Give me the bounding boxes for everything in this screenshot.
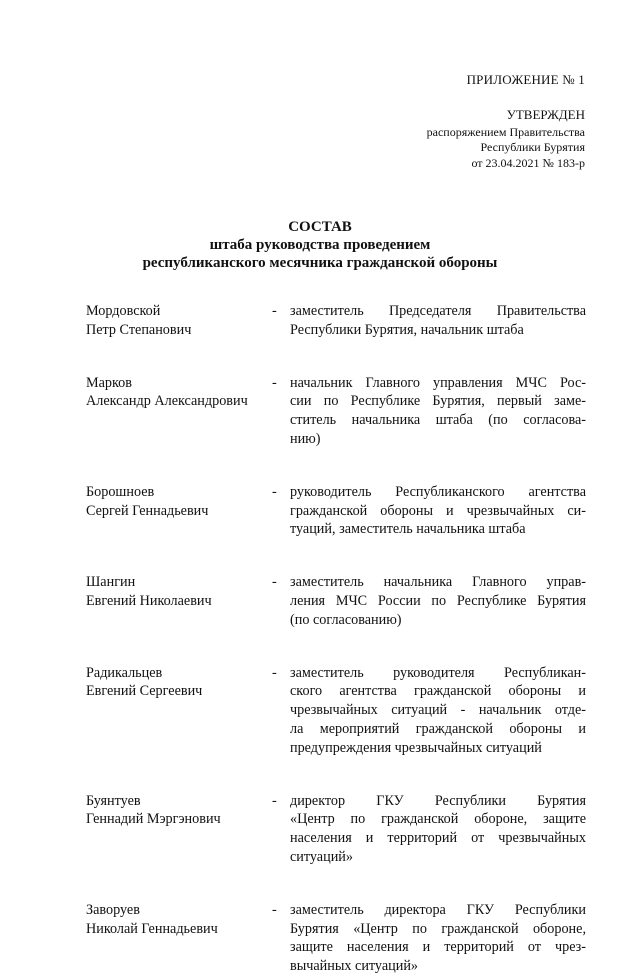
member-role-line: ла мероприятий гражданской обороны и	[290, 720, 586, 737]
member-row	[86, 901, 586, 976]
member-role-line: ситуаций»	[290, 848, 353, 865]
member-given-names: Петр Степанович	[86, 321, 192, 338]
member-name	[86, 374, 272, 449]
member-surname: Борошноев	[86, 483, 155, 500]
member-row	[86, 664, 586, 758]
member-name	[86, 483, 272, 539]
member-role-line: туаций, заместитель начальника штаба	[290, 521, 526, 538]
member-row	[86, 374, 586, 449]
approval-line: от 23.04.2021 № 183-р	[471, 155, 585, 170]
member-role	[290, 792, 586, 867]
member-row	[86, 573, 586, 629]
member-role-line: Республики Бурятия, начальник штаба	[290, 321, 524, 338]
approval-line: Республики Бурятия	[480, 140, 585, 154]
member-name	[86, 792, 272, 867]
member-dash: -	[272, 574, 277, 591]
member-dash: -	[272, 374, 277, 391]
member-name	[86, 573, 272, 629]
member-role-line: Бурятия «Центр по гражданской обороне,	[290, 920, 586, 937]
member-surname: Мордовской	[86, 303, 161, 319]
member-surname: Заворуев	[86, 901, 140, 918]
member-role-line: населения и территорий от чрезвычайных	[290, 830, 586, 847]
title-line: республиканского месячника гражданской обороны	[142, 255, 498, 271]
member-role-line: заместитель Председателя Правительства	[290, 303, 586, 319]
member-role-line: защите населения и территорий от чрез-	[290, 939, 586, 956]
member-role-line: начальник Главного управления МЧС Рос-	[290, 374, 586, 391]
member-role-line: заместитель начальника Главного управ-	[290, 574, 586, 591]
member-given-names: Александр Александрович	[86, 393, 248, 410]
member-dash: -	[272, 303, 277, 319]
member-name	[86, 664, 272, 758]
member-row	[86, 483, 586, 539]
member-role	[290, 483, 586, 539]
member-role	[290, 664, 586, 758]
approved-label: УТВЕРЖДЕН	[506, 107, 585, 122]
member-role-line: «Центр по гражданской обороне, защите	[290, 811, 586, 828]
member-role-line: заместитель директора ГКУ Республики	[290, 901, 586, 918]
member-role	[290, 374, 586, 449]
member-role-line: предупреждения чрезвычайных ситуаций	[290, 739, 542, 756]
member-dash: -	[272, 792, 277, 809]
approval-line: распоряжением Правительства	[426, 124, 585, 139]
member-dash: -	[272, 901, 277, 918]
member-role-line: (по согласованию)	[290, 611, 402, 628]
member-surname: Марков	[86, 374, 132, 391]
member-role-line: директор ГКУ Республики Бурятия	[290, 792, 586, 809]
member-dash: -	[272, 664, 277, 681]
member-role-line: чрезвычайных ситуаций - начальник отде-	[290, 702, 586, 719]
member-given-names: Геннадий Мэргэнович	[86, 811, 221, 828]
member-row	[86, 792, 586, 867]
member-role-line: сии по Республике Бурятия, первый заме-	[290, 393, 586, 410]
member-role-line: руководитель Республиканского агентства	[290, 483, 586, 500]
member-role-line: гражданской обороны и чрезвычайных си-	[290, 502, 586, 519]
member-role-line: заместитель руководителя Республикан-	[290, 664, 586, 681]
title-line: СОСТАВ	[288, 219, 352, 235]
member-given-names: Сергей Геннадьевич	[86, 502, 209, 519]
member-role-line: нию)	[290, 430, 321, 447]
member-given-names: Евгений Николаевич	[86, 592, 212, 609]
member-role	[290, 573, 586, 629]
approval-block	[427, 107, 585, 171]
member-role	[290, 901, 586, 976]
member-role-line: вычайных ситуаций»	[290, 958, 418, 975]
member-list	[86, 302, 586, 976]
member-role-line: ского агентства гражданской обороны и	[290, 683, 586, 700]
member-name	[86, 901, 272, 976]
title-line: штаба руководства проведением	[209, 237, 431, 253]
member-surname: Шангин	[86, 574, 136, 591]
member-role	[290, 302, 586, 340]
member-dash: -	[272, 483, 277, 500]
member-surname: Радикальцев	[86, 664, 163, 681]
member-given-names: Николай Геннадьевич	[86, 920, 218, 937]
member-given-names: Евгений Сергеевич	[86, 683, 203, 700]
member-row	[86, 302, 586, 340]
member-name	[86, 302, 272, 340]
member-surname: Буянтуев	[86, 792, 141, 809]
document-title	[0, 218, 640, 272]
appendix-number: ПРИЛОЖЕНИЕ № 1	[466, 72, 585, 87]
member-role-line: ления МЧС России по Республике Бурятия	[290, 592, 586, 609]
member-role-line: ститель начальника штаба (по согласова-	[290, 412, 586, 429]
